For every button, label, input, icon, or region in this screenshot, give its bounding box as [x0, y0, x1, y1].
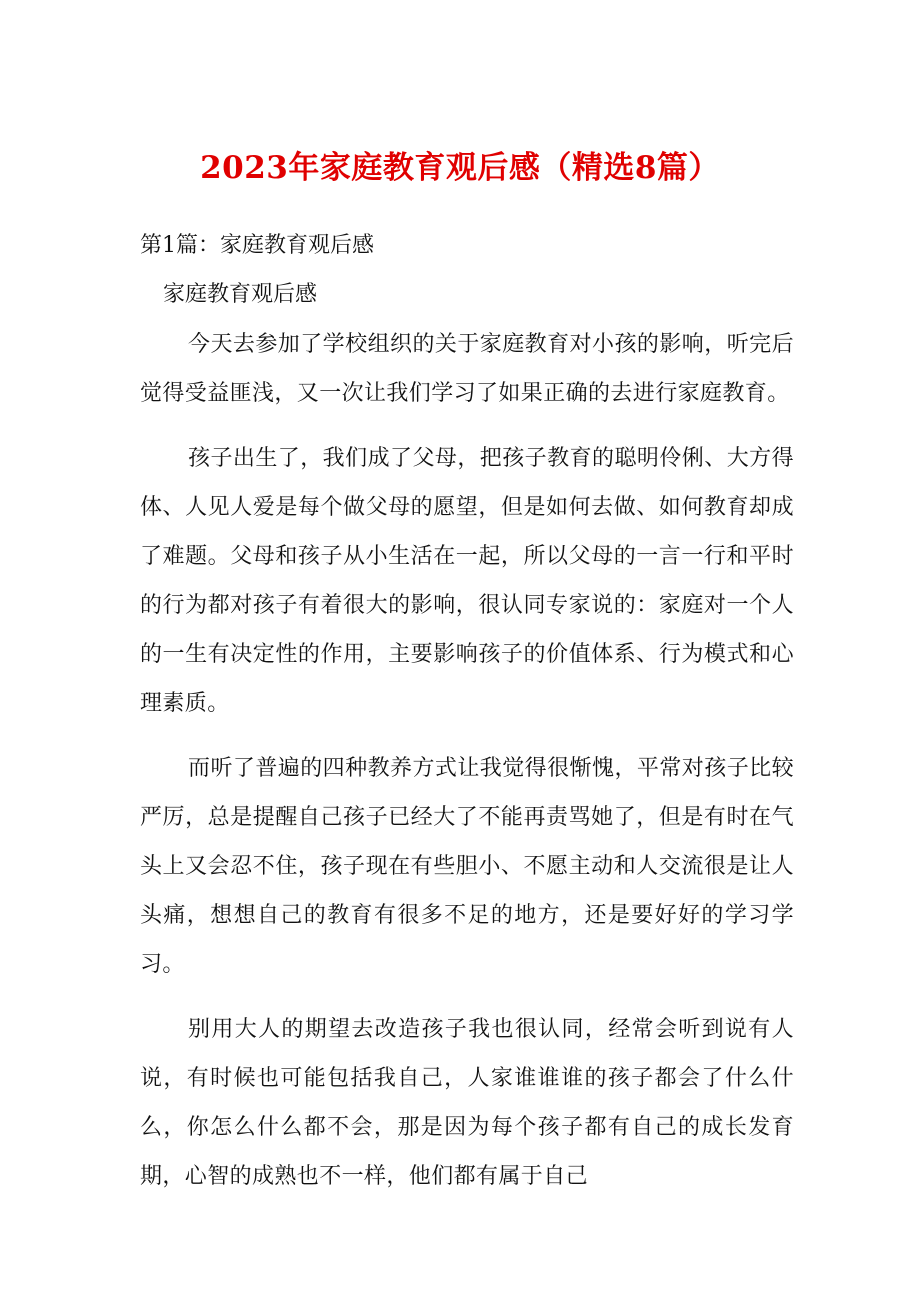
paragraph: 别用大人的期望去改造孩子我也很认同，经常会听到说有人说，有时候也可能包括我自己，人家谁谁谁的孩子都会了什么什么，你怎么什么都不会，那是因为每个孩子都有自己的成长发育期，心智的成熟也不一样，他们都有属于自己: [140, 1017, 794, 1189]
document-title: 2023年家庭教育观后感（精选8篇）: [200, 150, 720, 186]
section-heading: 第1篇：家庭教育观后感: [140, 233, 374, 258]
paragraph: 孩子出生了，我们成了父母，把孩子教育的聪明伶俐、大方得体、人见人爱是每个做父母的愿望，但是如何去做、如何教育却成了难题。父母和孩子从小生活在一起，所以父母的一言一行和平时的行为都对孩子有着很大的影响，很认同专家说的：家庭对一个人的一生有决定性的作用，主要影响孩子的价值体系、行为模式和心理素质。: [140, 446, 794, 716]
article-body: [140, 320, 794, 1217]
article-title: 家庭教育观后感: [163, 282, 318, 307]
paragraph: 今天去参加了学校组织的关于家庭教育对小孩的影响，听完后觉得受益匪浅，又一次让我们学习了如果正确的去进行家庭教育。: [140, 332, 794, 406]
paragraph: 而听了普遍的四种教养方式让我觉得很惭愧，平常对孩子比较严厉，总是提醒自己孩子已经大了不能再责骂她了，但是有时在气头上又会忍不住，孩子现在有些胆小、不愿主动和人交流很是让人头痛，想想自己的教育有很多不足的地方，还是要好好的学习学习。: [140, 756, 794, 977]
